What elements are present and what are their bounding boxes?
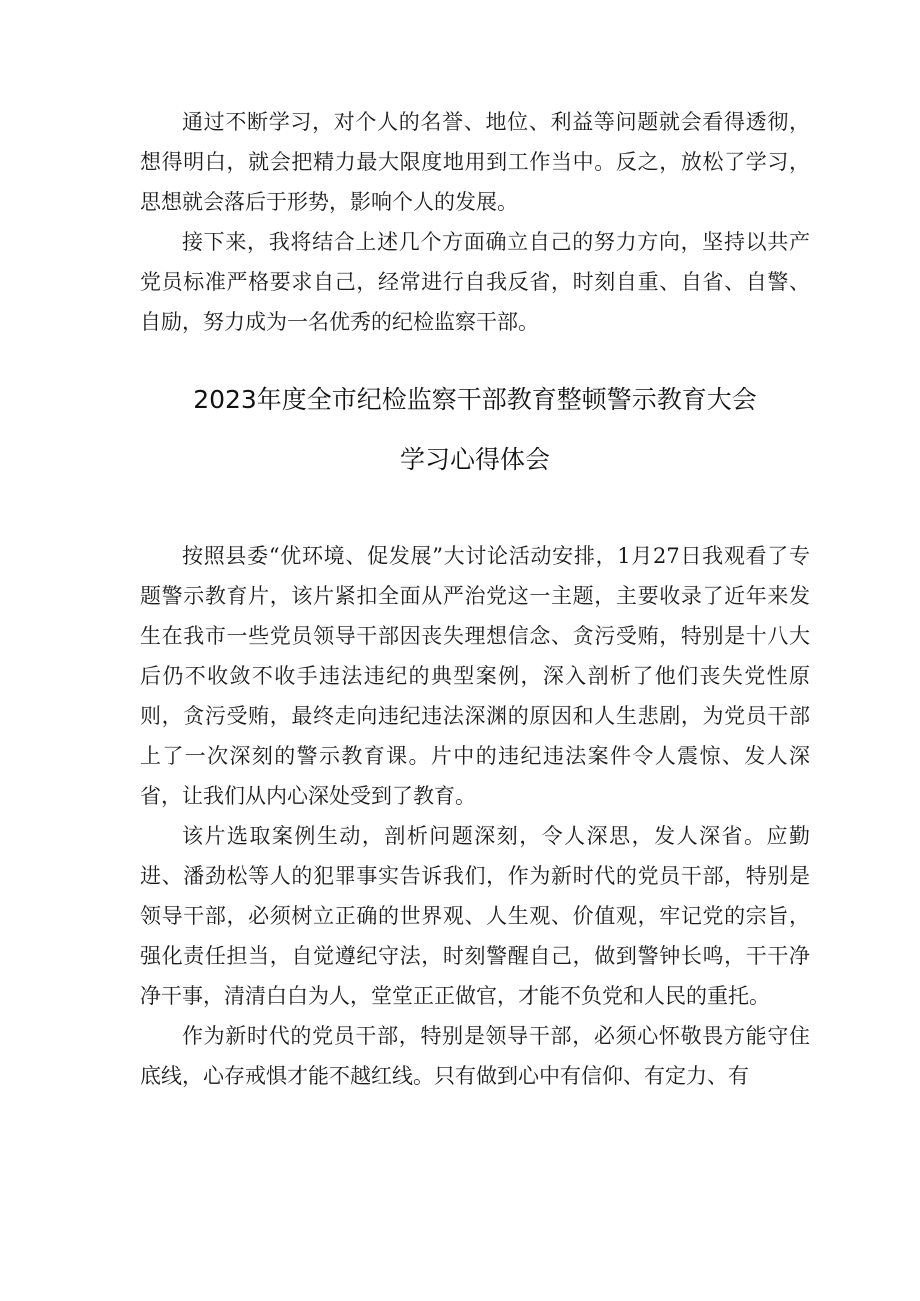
document-title — [140, 370, 810, 490]
title-line-1: 2023年度全市纪检监察干部教育整顿警示教育大会 — [193, 385, 757, 414]
body-paragraph-2: 该片选取案例生动，剖析问题深刻，令人深思，发人深省。应勤进、潘劲松等人的犯罪事实告诉我们，作为新时代的党员干部，特别是领导干部，必须树立正确的世界观、人生观、价值观，牢记党的宗旨，强化责任担当，自觉遵纪守法，时刻警醒自己，做到警钟长鸣，干干净净干事，清清白白为人，堂堂正正做官，才能不负党和人民的重托。 — [140, 824, 810, 1008]
intro-paragraph-2: 接下来，我将结合上述几个方面确立自己的努力方向，坚持以共产党员标准严格要求自己，经常进行自我反省，时刻自重、自省、自警、自励，努力成为一名优秀的纪检监察干部。 — [140, 230, 810, 334]
intro-paragraph-1: 通过不断学习，对个人的名誉、地位、利益等问题就会看得透彻，想得明白，就会把精力最大限度地用到工作当中。反之，放松了学习，思想就会落后于形势，影响个人的发展。 — [140, 110, 810, 214]
body-paragraph-3: 作为新时代的党员干部，特别是领导干部，必须心怀敬畏方能守住底线，心存戒惧才能不越红线。只有做到心中有信仰、有定力、有 — [140, 1024, 810, 1088]
body-paragraph-1: 按照县委“优环境、促发展”大讨论活动安排，1月27日我观看了专题警示教育片，该片紧扣全面从严治党这一主题，主要收录了近年来发生在我市一些党员领导干部因丧失理想信念、贪污受贿，特别是十八大后仍不收敛不收手违法违纪的典型案例，深入剖析了他们丧失党性原则，贪污受贿，最终走向违纪违法深渊的原因和人生悲剧，为党员干部上了一次深刻的警示教育课。片中的违纪违法案件令人震惊、发人深省，让我们从内心深处受到了教育。 — [140, 544, 810, 808]
document-content — [140, 102, 810, 1096]
title-spacer — [140, 490, 810, 536]
title-line-2: 学习心得体会 — [399, 445, 550, 474]
